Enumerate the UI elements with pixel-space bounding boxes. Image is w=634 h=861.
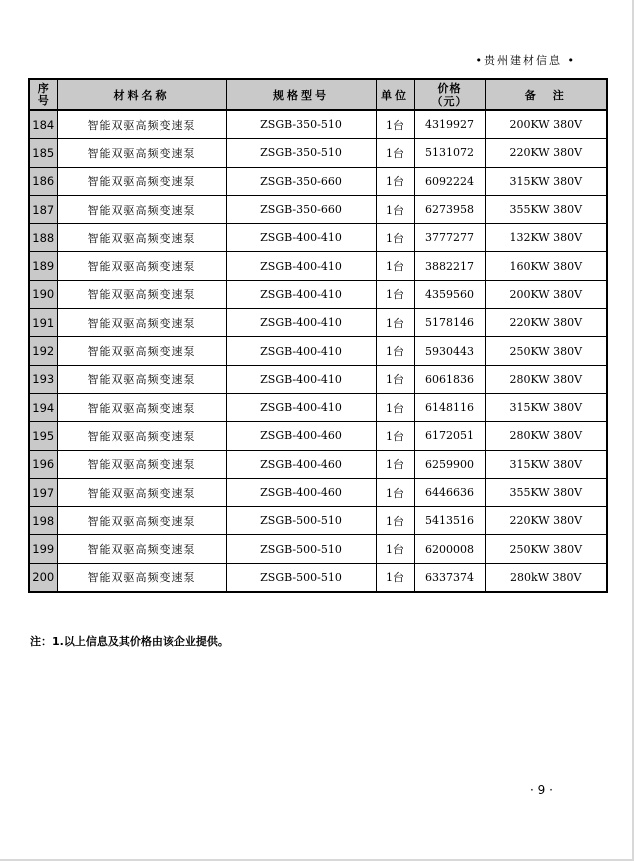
cell-price: 5131072 xyxy=(414,139,485,167)
table-row xyxy=(29,563,607,592)
cell-name: 智能双驱高频变速泵 xyxy=(57,337,226,365)
cell-remark: 200KW 380V xyxy=(485,280,607,308)
cell-unit: 1台 xyxy=(376,280,414,308)
header-spec: 规格型号 xyxy=(226,79,376,110)
cell-seq: 184 xyxy=(29,110,57,139)
cell-spec: ZSGB-500-510 xyxy=(226,563,376,592)
table-row xyxy=(29,195,607,223)
cell-unit: 1台 xyxy=(376,507,414,535)
table-row xyxy=(29,110,607,139)
cell-seq: 198 xyxy=(29,507,57,535)
cell-name: 智能双驱高频变速泵 xyxy=(57,507,226,535)
cell-spec: ZSGB-400-410 xyxy=(226,224,376,252)
cell-unit: 1台 xyxy=(376,563,414,592)
cell-name: 智能双驱高频变速泵 xyxy=(57,422,226,450)
cell-remark: 280KW 380V xyxy=(485,365,607,393)
table-row xyxy=(29,224,607,252)
cell-price: 6337374 xyxy=(414,563,485,592)
cell-spec: ZSGB-350-660 xyxy=(226,167,376,195)
cell-name: 智能双驱高频变速泵 xyxy=(57,167,226,195)
cell-spec: ZSGB-400-460 xyxy=(226,478,376,506)
cell-unit: 1台 xyxy=(376,224,414,252)
cell-seq: 196 xyxy=(29,450,57,478)
cell-unit: 1台 xyxy=(376,422,414,450)
cell-spec: ZSGB-400-410 xyxy=(226,280,376,308)
table-row xyxy=(29,535,607,563)
cell-name: 智能双驱高频变速泵 xyxy=(57,110,226,139)
price-table xyxy=(28,78,608,593)
cell-name: 智能双驱高频变速泵 xyxy=(57,280,226,308)
cell-remark: 355KW 380V xyxy=(485,195,607,223)
cell-seq: 193 xyxy=(29,365,57,393)
cell-price: 6092224 xyxy=(414,167,485,195)
cell-unit: 1台 xyxy=(376,195,414,223)
cell-seq: 186 xyxy=(29,167,57,195)
cell-unit: 1台 xyxy=(376,535,414,563)
cell-unit: 1台 xyxy=(376,478,414,506)
cell-name: 智能双驱高频变速泵 xyxy=(57,365,226,393)
cell-remark: 355KW 380V xyxy=(485,478,607,506)
header-price-line1: 价格 xyxy=(437,81,462,95)
cell-seq: 187 xyxy=(29,195,57,223)
table-row xyxy=(29,478,607,506)
cell-seq: 199 xyxy=(29,535,57,563)
header-price-line2: （元） xyxy=(431,94,468,108)
page-number: · 9 · xyxy=(530,783,553,797)
header-seq-line2: 号 xyxy=(37,93,49,107)
cell-name: 智能双驱高频变速泵 xyxy=(57,478,226,506)
cell-price: 6259900 xyxy=(414,450,485,478)
footnote: 注：1.以上信息及其价格由该企业提供。 xyxy=(30,635,229,648)
cell-price: 5413516 xyxy=(414,507,485,535)
header-price xyxy=(414,79,485,110)
cell-price: 3777277 xyxy=(414,224,485,252)
cell-unit: 1台 xyxy=(376,167,414,195)
cell-unit: 1台 xyxy=(376,393,414,421)
cell-name: 智能双驱高频变速泵 xyxy=(57,139,226,167)
cell-price: 4319927 xyxy=(414,110,485,139)
cell-remark: 200KW 380V xyxy=(485,110,607,139)
cell-name: 智能双驱高频变速泵 xyxy=(57,195,226,223)
cell-unit: 1台 xyxy=(376,337,414,365)
cell-spec: ZSGB-400-410 xyxy=(226,365,376,393)
cell-spec: ZSGB-500-510 xyxy=(226,507,376,535)
cell-remark: 250KW 380V xyxy=(485,337,607,365)
cell-seq: 190 xyxy=(29,280,57,308)
cell-name: 智能双驱高频变速泵 xyxy=(57,224,226,252)
cell-spec: ZSGB-350-510 xyxy=(226,110,376,139)
table-row xyxy=(29,280,607,308)
table-row xyxy=(29,393,607,421)
cell-remark: 220KW 380V xyxy=(485,507,607,535)
cell-spec: ZSGB-400-460 xyxy=(226,422,376,450)
table-row xyxy=(29,337,607,365)
cell-remark: 315KW 380V xyxy=(485,393,607,421)
cell-remark: 280kW 380V xyxy=(485,563,607,592)
cell-price: 6172051 xyxy=(414,422,485,450)
document-header: •贵州建材信息 • xyxy=(475,54,576,67)
cell-remark: 315KW 380V xyxy=(485,167,607,195)
cell-seq: 195 xyxy=(29,422,57,450)
table-row xyxy=(29,422,607,450)
cell-remark: 132KW 380V xyxy=(485,224,607,252)
cell-seq: 197 xyxy=(29,478,57,506)
cell-spec: ZSGB-500-510 xyxy=(226,535,376,563)
cell-unit: 1台 xyxy=(376,450,414,478)
cell-remark: 220KW 380V xyxy=(485,309,607,337)
cell-name: 智能双驱高频变速泵 xyxy=(57,309,226,337)
cell-name: 智能双驱高频变速泵 xyxy=(57,393,226,421)
cell-seq: 189 xyxy=(29,252,57,280)
header-seq-line1: 序 xyxy=(37,81,49,95)
cell-name: 智能双驱高频变速泵 xyxy=(57,563,226,592)
cell-spec: ZSGB-400-410 xyxy=(226,337,376,365)
cell-price: 6061836 xyxy=(414,365,485,393)
cell-seq: 192 xyxy=(29,337,57,365)
cell-unit: 1台 xyxy=(376,139,414,167)
cell-name: 智能双驱高频变速泵 xyxy=(57,535,226,563)
header-remark: 备 注 xyxy=(485,79,607,110)
cell-seq: 194 xyxy=(29,393,57,421)
cell-seq: 185 xyxy=(29,139,57,167)
table-row xyxy=(29,507,607,535)
cell-spec: ZSGB-350-510 xyxy=(226,139,376,167)
cell-unit: 1台 xyxy=(376,365,414,393)
cell-price: 6148116 xyxy=(414,393,485,421)
cell-unit: 1台 xyxy=(376,309,414,337)
cell-spec: ZSGB-400-410 xyxy=(226,252,376,280)
cell-seq: 200 xyxy=(29,563,57,592)
cell-remark: 315KW 380V xyxy=(485,450,607,478)
cell-unit: 1台 xyxy=(376,252,414,280)
cell-remark: 250KW 380V xyxy=(485,535,607,563)
cell-unit: 1台 xyxy=(376,110,414,139)
cell-price: 6200008 xyxy=(414,535,485,563)
cell-price: 6446636 xyxy=(414,478,485,506)
cell-name: 智能双驱高频变速泵 xyxy=(57,252,226,280)
cell-price: 4359560 xyxy=(414,280,485,308)
header-name: 材料名称 xyxy=(57,79,226,110)
table-row xyxy=(29,365,607,393)
cell-spec: ZSGB-400-410 xyxy=(226,393,376,421)
cell-remark: 280KW 380V xyxy=(485,422,607,450)
header-seq xyxy=(29,79,57,110)
table-header-row xyxy=(29,79,607,110)
cell-price: 6273958 xyxy=(414,195,485,223)
cell-spec: ZSGB-400-410 xyxy=(226,309,376,337)
cell-spec: ZSGB-400-460 xyxy=(226,450,376,478)
cell-price: 5930443 xyxy=(414,337,485,365)
cell-spec: ZSGB-350-660 xyxy=(226,195,376,223)
cell-name: 智能双驱高频变速泵 xyxy=(57,450,226,478)
table-row xyxy=(29,139,607,167)
table-row xyxy=(29,309,607,337)
cell-remark: 220KW 380V xyxy=(485,139,607,167)
cell-price: 5178146 xyxy=(414,309,485,337)
cell-seq: 188 xyxy=(29,224,57,252)
table-row xyxy=(29,252,607,280)
cell-price: 3882217 xyxy=(414,252,485,280)
table-row xyxy=(29,167,607,195)
cell-remark: 160KW 380V xyxy=(485,252,607,280)
header-unit: 单位 xyxy=(376,79,414,110)
table-row xyxy=(29,450,607,478)
cell-seq: 191 xyxy=(29,309,57,337)
